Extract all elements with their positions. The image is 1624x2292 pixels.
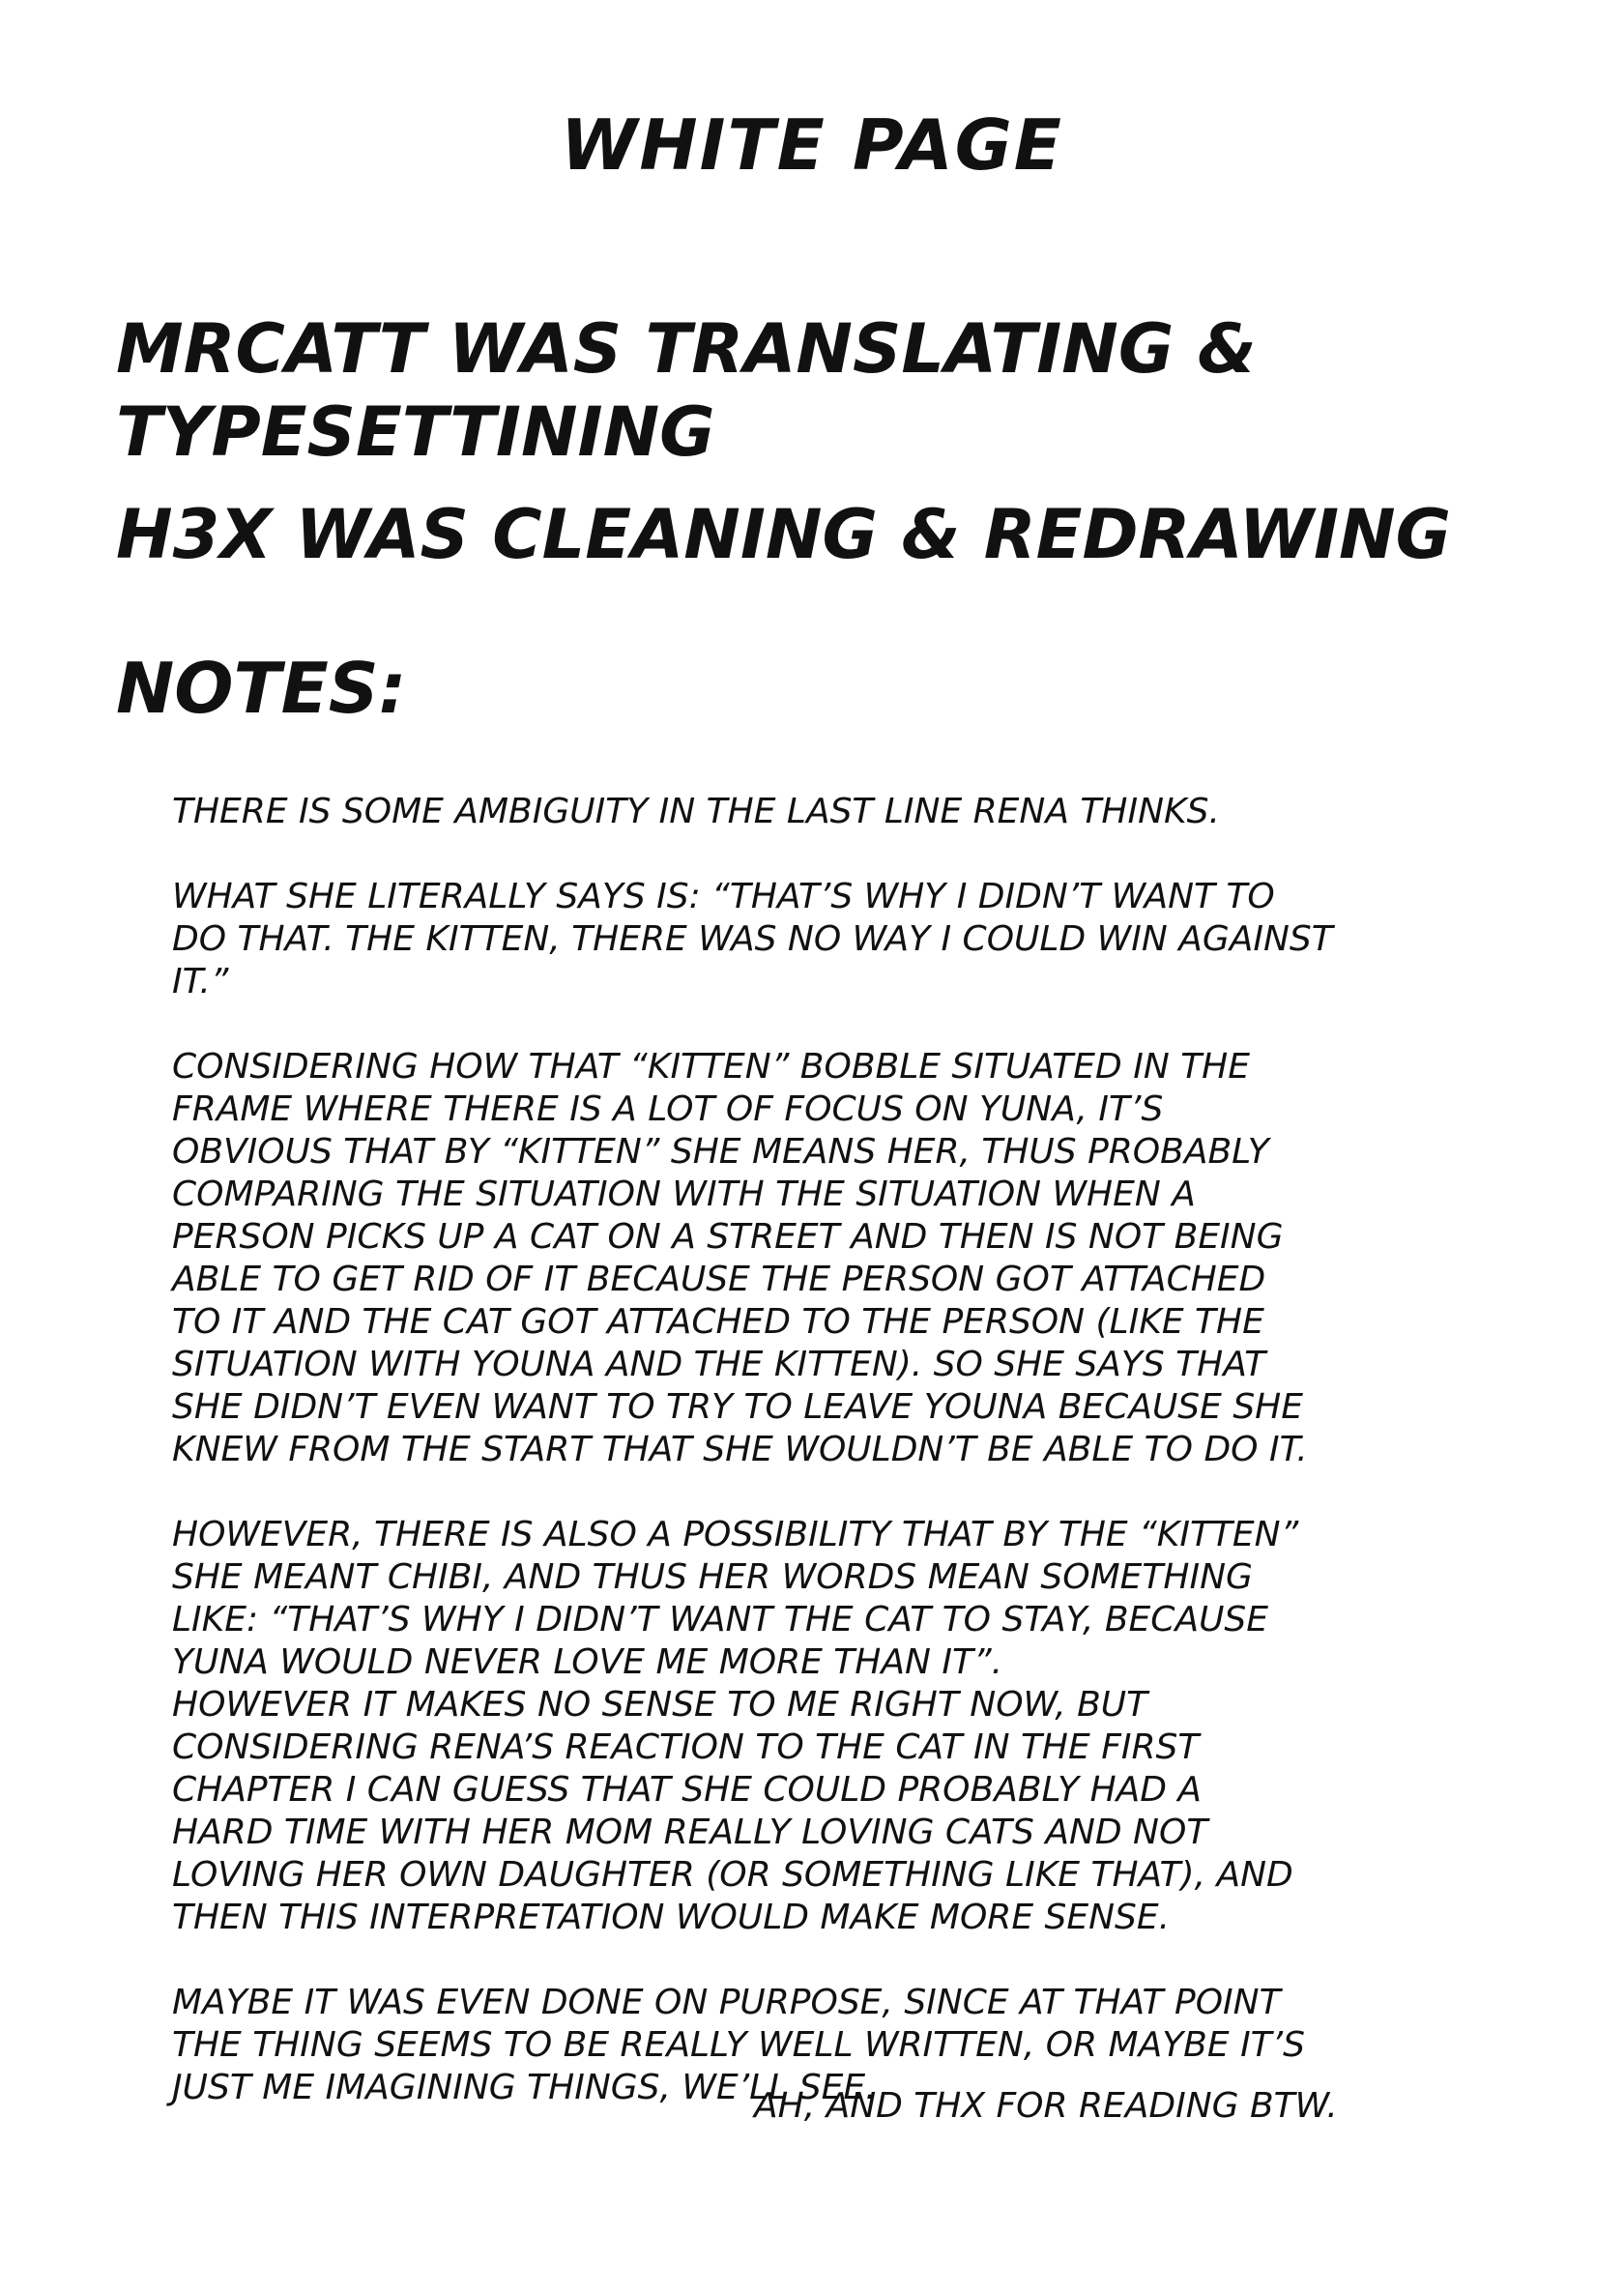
credit-line: TYPESETTINING <box>116 392 715 472</box>
notes-line: LIKE: “THAT’S WHY I DIDN’T WANT THE CAT TO STAY, BECAUSE <box>172 1600 1269 1639</box>
notes-line: HOWEVER, THERE IS ALSO A POSSIBILITY THAT BY THE “KITTEN” <box>172 1515 1299 1554</box>
notes-line: YUNA WOULD NEVER LOVE ME MORE THAN IT”. <box>172 1642 1003 1682</box>
notes-line: OBVIOUS THAT BY “KITTEN” SHE MEANS HER, THUS PROBABLY <box>172 1132 1269 1172</box>
notes-line: ABLE TO GET RID OF IT BECAUSE THE PERSON GOT ATTACHED <box>172 1260 1266 1299</box>
notes-heading: NOTES: <box>116 648 407 729</box>
notes-paragraph <box>172 876 1506 1003</box>
notes-line: LOVING HER OWN DAUGHTER (OR SOMETHING LIKE THAT), AND <box>172 1855 1293 1895</box>
notes-line: CONSIDERING RENA’S REACTION TO THE CAT IN THE FIRST <box>172 1727 1200 1767</box>
notes-line: COMPARING THE SITUATION WITH THE SITUATION WHEN A <box>172 1175 1196 1214</box>
credit-translation <box>116 307 1527 474</box>
notes-line: CONSIDERING HOW THAT “KITTEN” BOBBLE SITUATED IN THE <box>172 1047 1250 1087</box>
credit-cleaning <box>116 493 1527 576</box>
notes-line: KNEW FROM THE START THAT SHE WOULDN’T BE ABLE TO DO IT. <box>172 1430 1308 1469</box>
signoff: AH, AND THX FOR READING BTW. <box>754 2086 1338 2126</box>
notes-line: SHE DIDN’T EVEN WANT TO TRY TO LEAVE YOUNA BECAUSE SHE <box>172 1387 1303 1427</box>
notes-line: THE THING SEEMS TO BE REALLY WELL WRITTEN, OR MAYBE IT’S <box>172 2025 1305 2065</box>
notes-line: TO IT AND THE CAT GOT ATTACHED TO THE PERSON (LIKE THE <box>172 1302 1264 1342</box>
notes-line: WHAT SHE LITERALLY SAYS IS: “THAT’S WHY I DIDN’T WANT TO <box>172 877 1275 916</box>
notes-line: SHE MEANT CHIBI, AND THUS HER WORDS MEAN SOMETHING <box>172 1557 1253 1597</box>
notes-line: DO THAT. THE KITTEN, THERE WAS NO WAY I COULD WIN AGAINST <box>172 919 1333 959</box>
notes-line: MAYBE IT WAS EVEN DONE ON PURPOSE, SINCE AT THAT POINT <box>172 1983 1281 2022</box>
notes-line: CHAPTER I CAN GUESS THAT SHE COULD PROBABLY HAD A <box>172 1770 1203 1810</box>
credit-line: H3X WAS CLEANING & REDRAWING <box>116 495 1452 574</box>
notes-paragraph <box>172 791 1506 833</box>
notes-line: THEN THIS INTERPRETATION WOULD MAKE MORE SENSE. <box>172 1898 1171 1937</box>
notes-line: HARD TIME WITH HER MOM REALLY LOVING CATS AND NOT <box>172 1813 1208 1852</box>
notes-line: IT.” <box>172 962 229 1001</box>
notes-body <box>172 791 1506 2152</box>
page-title: WHITE PAGE <box>561 104 1063 186</box>
notes-paragraph <box>172 1514 1506 1939</box>
notes-line: JUST ME IMAGINING THINGS, WE’LL SEE. <box>172 2068 877 2107</box>
notes-line: THERE IS SOME AMBIGUITY IN THE LAST LINE RENA THINKS. <box>172 792 1220 831</box>
credit-line: MRCATT WAS TRANSLATING & <box>116 309 1257 389</box>
notes-line: FRAME WHERE THERE IS A LOT OF FOCUS ON YUNA, IT’S <box>172 1089 1164 1129</box>
notes-line: PERSON PICKS UP A CAT ON A STREET AND THEN IS NOT BEING <box>172 1217 1284 1257</box>
notes-line: HOWEVER IT MAKES NO SENSE TO ME RIGHT NOW, BUT <box>172 1685 1148 1725</box>
notes-line: SITUATION WITH YOUNA AND THE KITTEN). SO SHE SAYS THAT <box>172 1345 1266 1384</box>
notes-paragraph <box>172 1046 1506 1471</box>
